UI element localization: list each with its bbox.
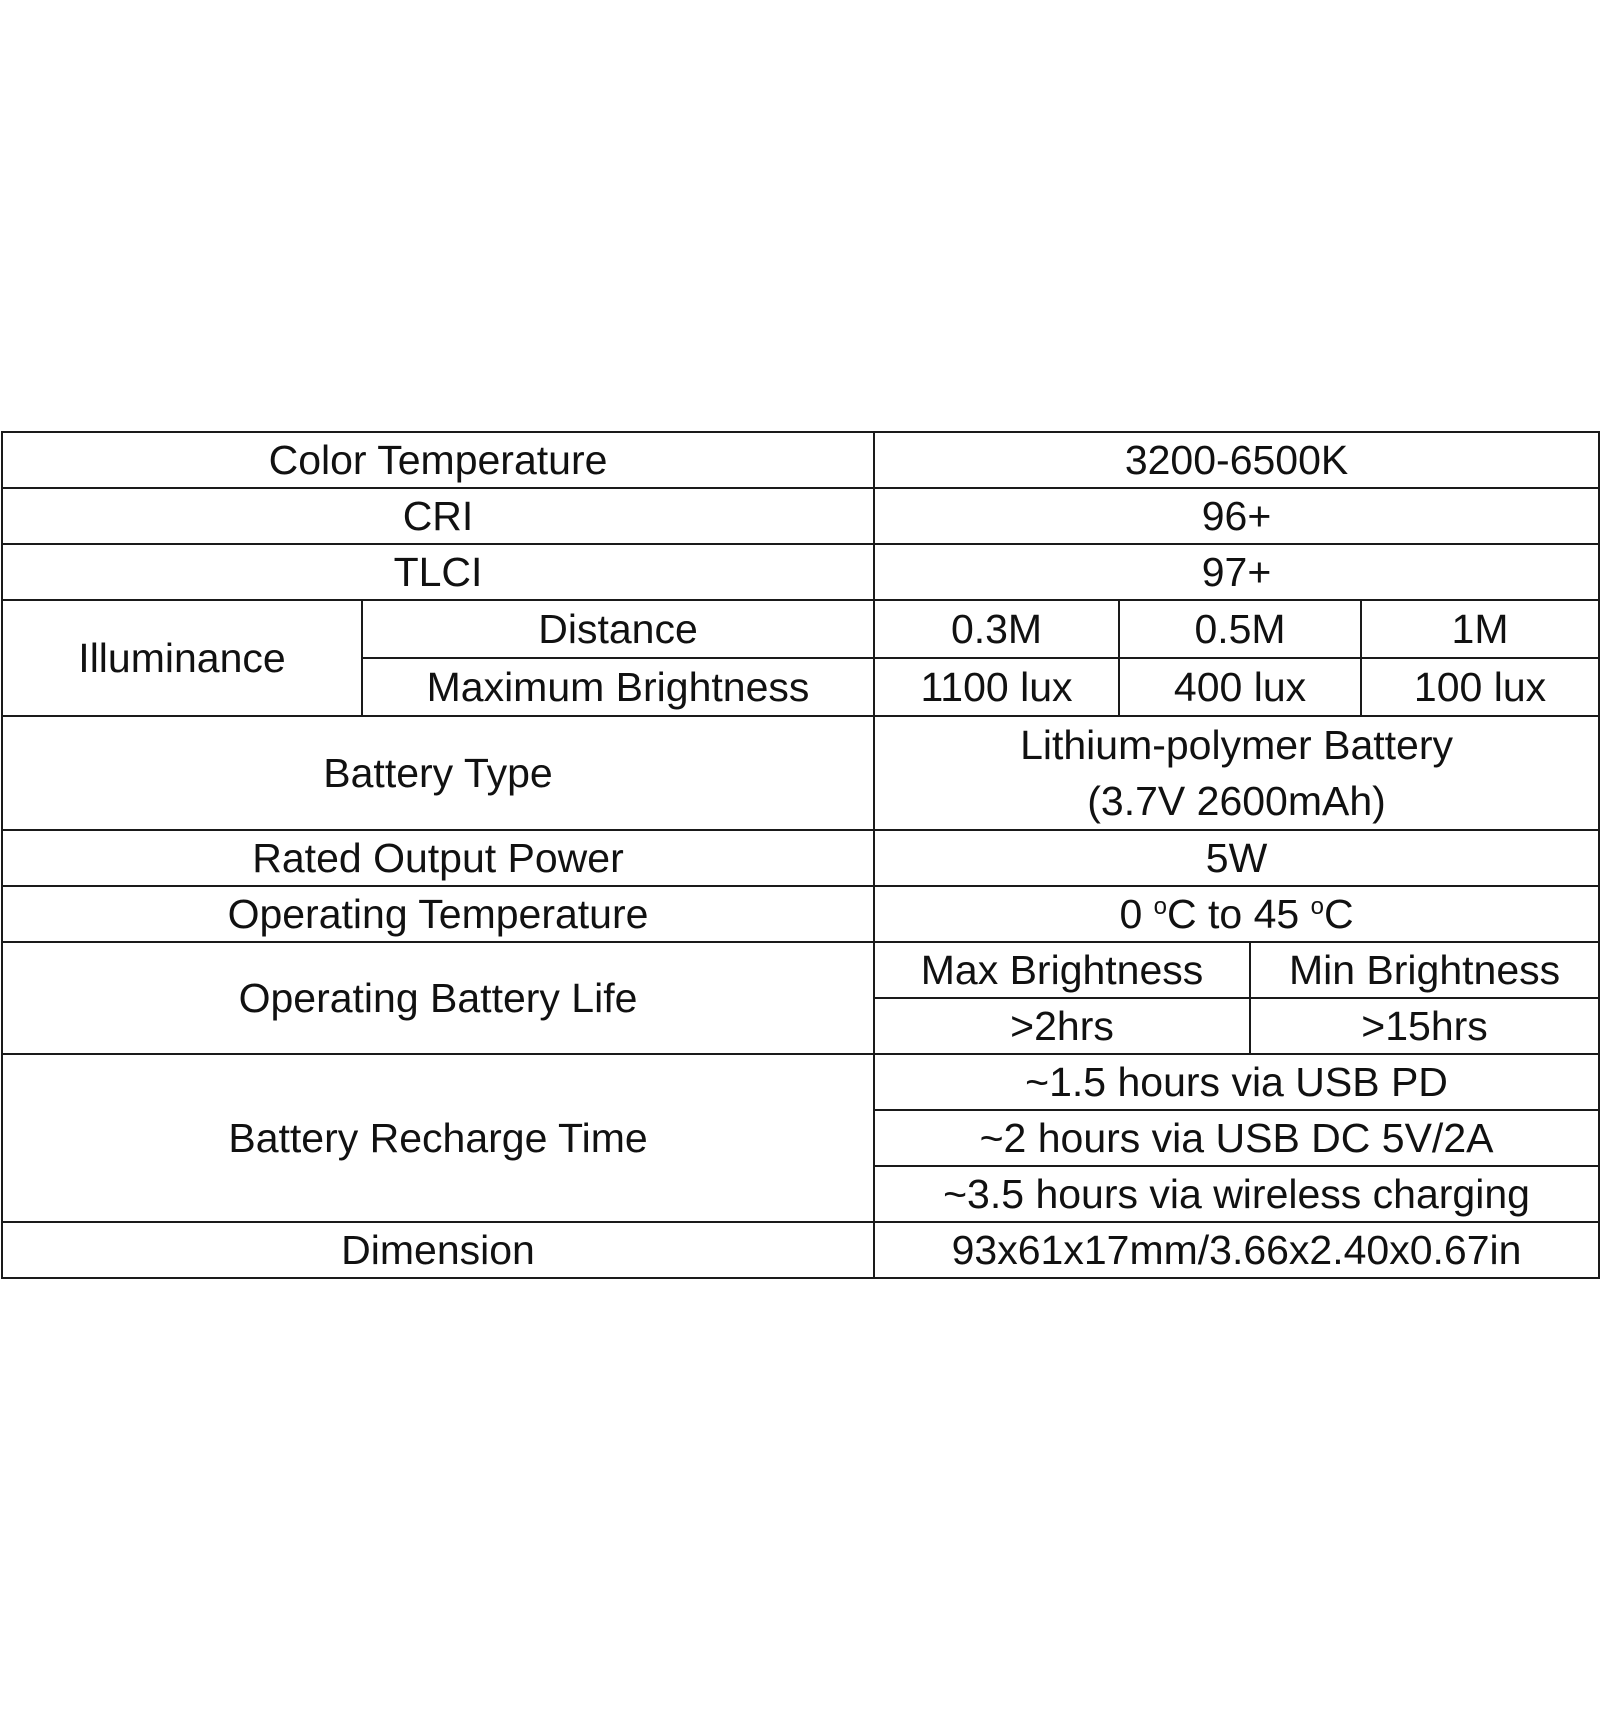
table-row-recharge-1 xyxy=(2,1054,1599,1110)
temp-unit: C xyxy=(1323,890,1354,937)
temp-mid: C to 45 xyxy=(1167,890,1311,937)
table-row-battery-type xyxy=(2,716,1599,830)
brightness-cell: 100 lux xyxy=(1413,663,1547,710)
brightness-cell-group xyxy=(1119,658,1599,716)
degree-symbol: o xyxy=(1153,892,1168,920)
distance-cell-group xyxy=(1119,600,1599,658)
row-label: Operating Temperature xyxy=(2,886,874,942)
brightness-cell: 1100 lux xyxy=(874,658,1119,716)
row-label: Operating Battery Life xyxy=(2,942,874,1054)
row-label: Rated Output Power xyxy=(2,830,874,886)
recharge-option: ~2 hours via USB DC 5V/2A xyxy=(874,1110,1599,1166)
row-label: Color Temperature xyxy=(2,432,874,488)
battery-life-header: Min Brightness xyxy=(1250,942,1599,998)
distance-cell: 0.3M xyxy=(874,600,1119,658)
degree-symbol: o xyxy=(1310,892,1324,920)
row-label: Battery Type xyxy=(2,716,874,830)
table-row-rated-output-power xyxy=(2,830,1599,886)
table-row-cri xyxy=(2,488,1599,544)
battery-life-value: >2hrs xyxy=(874,998,1250,1054)
spec-table xyxy=(1,431,1600,1279)
table-row-battery-life-header xyxy=(2,942,1599,998)
row-value: 97+ xyxy=(874,544,1599,600)
battery-life-value: >15hrs xyxy=(1250,998,1599,1054)
row-label: Illuminance xyxy=(2,600,362,716)
table-row-tlci xyxy=(2,544,1599,600)
table-row-dimension xyxy=(2,1222,1599,1278)
row-value: 5W xyxy=(874,830,1599,886)
recharge-option: ~3.5 hours via wireless charging xyxy=(874,1166,1599,1222)
sub-label: Distance xyxy=(362,600,874,658)
battery-life-header: Max Brightness xyxy=(874,942,1250,998)
row-label: CRI xyxy=(2,488,874,544)
row-value xyxy=(874,716,1599,830)
row-value: 96+ xyxy=(874,488,1599,544)
table-row-color-temperature xyxy=(2,432,1599,488)
distance-subtable xyxy=(1120,601,1598,657)
brightness-subtable xyxy=(1120,659,1598,715)
recharge-option: ~1.5 hours via USB PD xyxy=(874,1054,1599,1110)
temp-min: 0 xyxy=(1119,890,1154,937)
row-value: 3200-6500K xyxy=(874,432,1599,488)
row-value: 93x61x17mm/3.66x2.40x0.67in xyxy=(874,1222,1599,1278)
table-row-operating-temperature xyxy=(2,886,1599,942)
row-label: TLCI xyxy=(2,544,874,600)
row-label: Dimension xyxy=(2,1222,874,1278)
distance-cell: 0.5M xyxy=(1120,601,1361,657)
row-value xyxy=(874,886,1599,942)
distance-cell: 1M xyxy=(1451,605,1509,652)
table-row-illuminance-distance xyxy=(2,600,1599,658)
battery-type-line2: (3.7V 2600mAh) xyxy=(1087,778,1386,824)
battery-type-line1: Lithium-polymer Battery xyxy=(1020,722,1453,768)
row-label: Battery Recharge Time xyxy=(2,1054,874,1222)
sub-label: Maximum Brightness xyxy=(362,658,874,716)
brightness-cell: 400 lux xyxy=(1120,659,1361,715)
